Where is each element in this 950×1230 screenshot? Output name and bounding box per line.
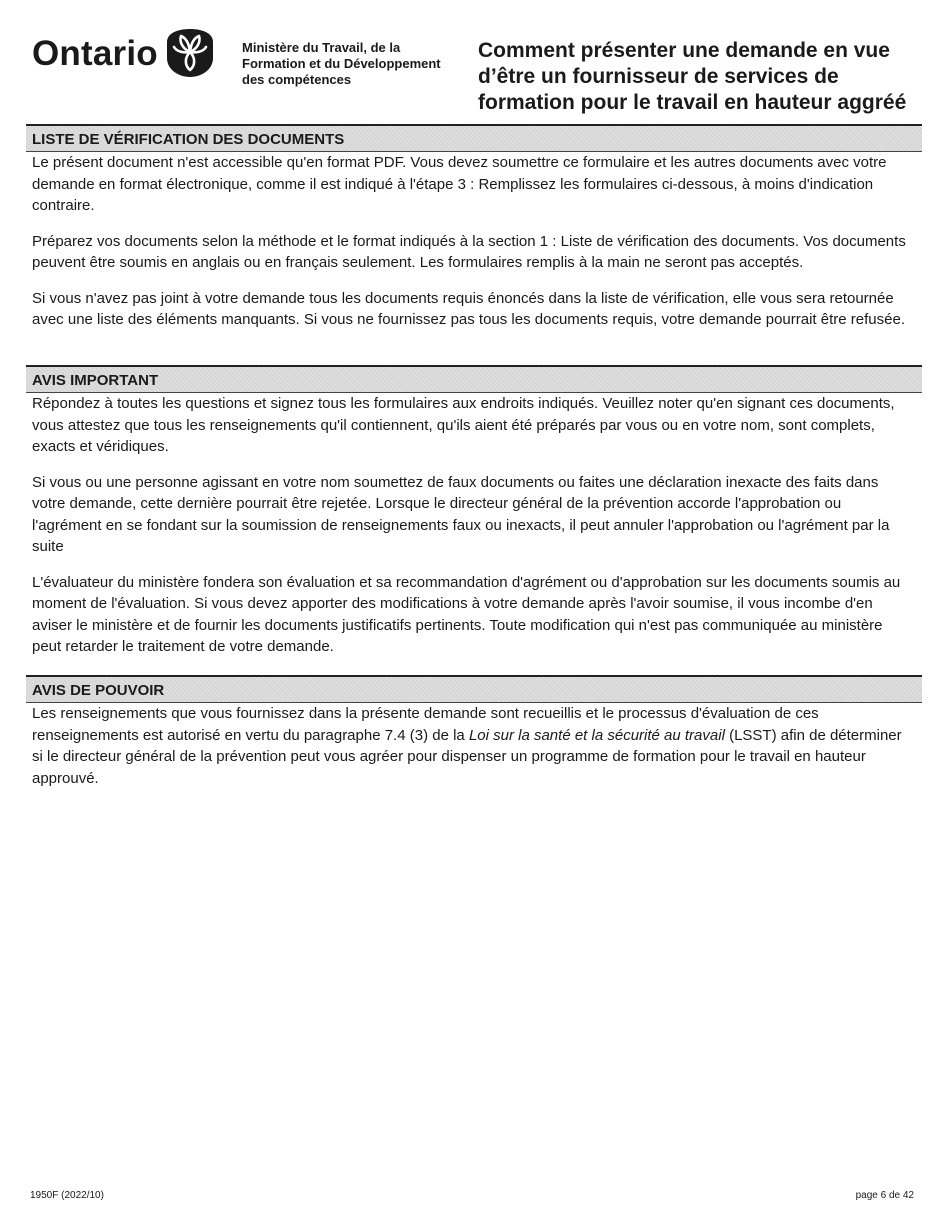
ministry-line-3: des compétences (242, 72, 352, 87)
form-number: 1950F (2022/10) (30, 1190, 104, 1201)
section-document-checklist (26, 124, 922, 331)
title-line-1: Comment présenter une demande en vue (478, 39, 890, 62)
ontario-logo-text: Ontario (32, 34, 158, 73)
section-notice-of-authority (26, 675, 922, 789)
authority-paragraph (26, 703, 922, 789)
ontario-trillium-icon (165, 28, 215, 78)
important-paragraph-3: L'évaluateur du ministère fondera son évaluation et sa recommandation d'agrément ou d'approbation sur les documents soumis au moment de l'évaluation. Si vous devez apporter des modifications à votre demande après l'avoir soumise, il vous incombe d'en aviser le ministère et de fournir les documents justificatifs pertinents. Toute modification qui n'est pas communiquée au ministère peut retarder le traitement de votre demande. (32, 573, 901, 655)
ministry-name (242, 40, 472, 88)
authority-text-after: (LSST) afin de déterminer si le directeur général de la prévention peut vous agréer pour dispenser un programme de formation pour le travail en hauteur approuvé. (32, 726, 902, 787)
document-title (478, 38, 938, 116)
page-header (0, 0, 950, 124)
section-heading-important: AVIS IMPORTANT (26, 365, 922, 393)
section-important-notice (26, 365, 922, 658)
ministry-line-1: Ministère du Travail, de la (242, 40, 401, 55)
title-line-3: formation pour le travail en hauteur aggréé (478, 91, 907, 114)
ministry-line-2: Formation et du Développement (242, 56, 441, 71)
authority-text-before: Les renseignements que vous fournissez dans la présente demande sont recueillis et le processus d'évaluation de ces renseignements est autorisé en vertu du paragraphe 7.4 (3) de la (32, 705, 819, 744)
important-paragraph-2: Si vous ou une personne agissant en votre nom soumettez de faux documents ou faites une déclaration inexacte des faits dans votre demande, cette dernière pourrait être rejetée. Lorsque le directeur général de la prévention accorde l'approbation ou l'agrément en se fondant sur la soumission de renseignements faux ou inexacts, il peut annuler l'approbation ou l'agrément par la suite (32, 473, 890, 555)
page-number: page 6 de 42 (855, 1190, 914, 1201)
checklist-paragraph-3: Si vous n'avez pas joint à votre demande tous les documents requis énoncés dans la liste de vérification, elle vous sera retournée avec une liste des éléments manquants. Si vous ne fournissez pas tous les documents requis, votre demande pourrait être refusée. (32, 289, 905, 328)
section-heading-checklist: LISTE DE VÉRIFICATION DES DOCUMENTS (26, 124, 922, 152)
important-paragraph-1: Répondez à toutes les questions et signez tous les formulaires aux endroits indiqués. Veuillez noter qu'en signant ces documents, vous attestez que tous les renseignements qu'il contiennent, qu'ils aient été préparés par vous ou en votre nom, sont complets, exacts et véridiques. (32, 395, 895, 455)
law-title: Loi sur la santé et la sécurité au travail (468, 726, 725, 744)
section-heading-authority: AVIS DE POUVOIR (26, 675, 922, 703)
checklist-paragraph-1: Le présent document n'est accessible qu'en format PDF. Vous devez soumettre ce formulaire et les autres documents avec votre demande en format électronique, comme il est indiqué à l'étape 3 : Remplissez les formulaires ci-dessous, à moins d'indication contraire. (32, 154, 887, 214)
checklist-paragraph-2: Préparez vos documents selon la méthode et le format indiqués à la section 1 : Liste de vérification des documents. Vos documents peuvent être soumis en anglais ou en français seulement. Les formulaires remplis à la main ne seront pas acceptés. (32, 232, 906, 271)
title-line-2: d’être un fournisseur de services de (478, 65, 839, 88)
